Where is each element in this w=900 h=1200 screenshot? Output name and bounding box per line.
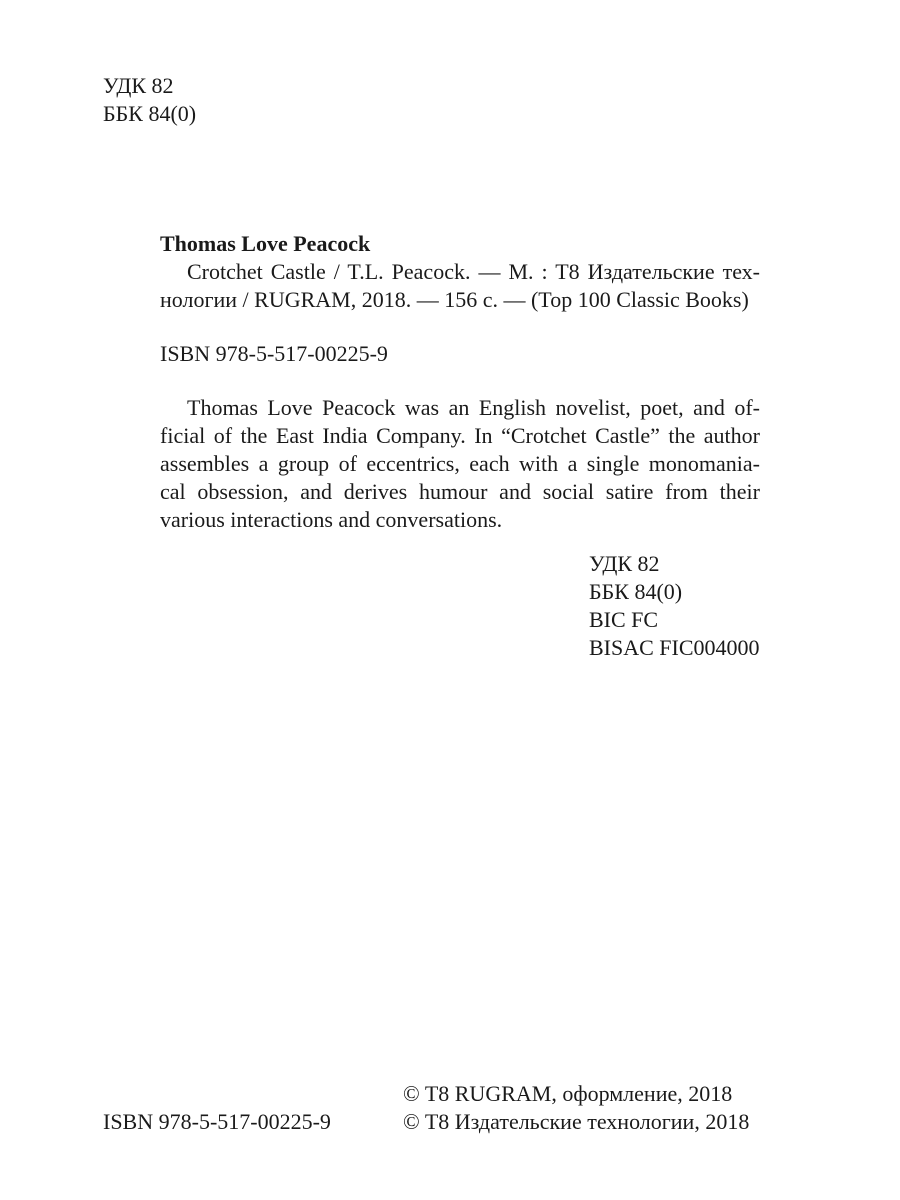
bbk-code: ББК 84(0) [103, 101, 197, 126]
footer-isbn: ISBN 978-5-517-00225-9 [103, 1109, 331, 1134]
bbk-code: ББК 84(0) [589, 579, 683, 604]
annotation-line: cal obsession, and derives humour and social satire from their [160, 479, 760, 504]
annotation [160, 394, 760, 534]
isbn: ISBN 978-5-517-00225-9 [160, 341, 388, 366]
annotation-line: ficial of the East India Company. In “Crotchet Castle” the author [160, 423, 760, 448]
top-classification-codes [103, 72, 196, 128]
udk-code: УДК 82 [589, 551, 660, 576]
annotation-line: Thomas Love Peacock was an English novelist, poet, and of- [187, 395, 760, 420]
bisac-code: BISAC FIC004000 [589, 635, 760, 660]
annotation-line: various interactions and conversations. [160, 507, 503, 532]
annotation-line: assembles a group of eccentrics, each with a single monomania- [160, 451, 760, 476]
author-name: Thomas Love Peacock [160, 231, 371, 256]
bibliographic-line: Crotchet Castle / T.L. Peacock. — M. : T8 Издательские тех- [187, 259, 760, 284]
bibliographic-record [160, 230, 760, 314]
classification-codes [589, 550, 760, 662]
udk-code: УДК 82 [103, 73, 174, 98]
copyright-notices [403, 1080, 749, 1136]
bic-code: BIC FC [589, 607, 659, 632]
copyright-line: © T8 Издательские технологии, 2018 [403, 1109, 750, 1134]
copyright-line: © T8 RUGRAM, оформление, 2018 [403, 1081, 733, 1106]
bibliographic-line: нологии / RUGRAM, 2018. — 156 с. — (Top 100 Classic Books) [160, 287, 749, 312]
